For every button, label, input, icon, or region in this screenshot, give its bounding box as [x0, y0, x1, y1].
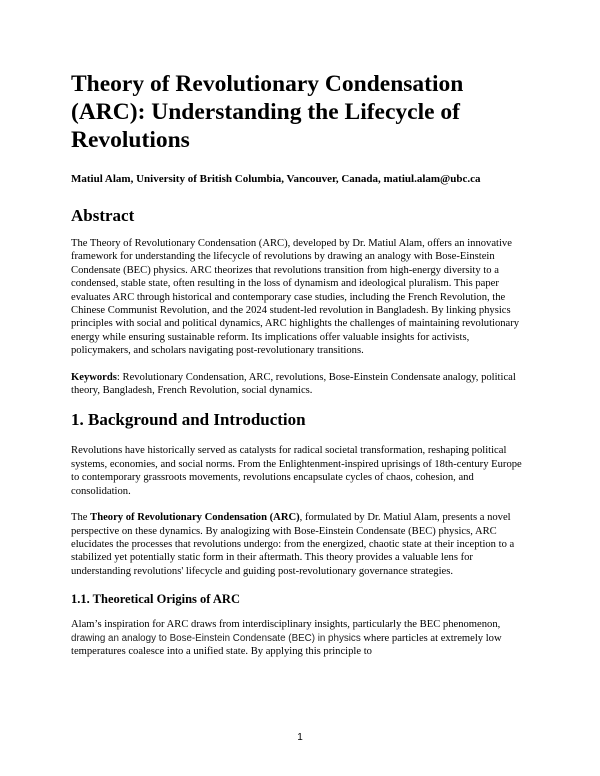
author-line: Matiul Alam, University of British Columbia, Vancouver, Canada, matiul.alam@ubc.ca — [71, 173, 481, 185]
theory-name-bold: Theory of Revolutionary Condensation (ARC) — [90, 512, 300, 524]
section-1-paragraph-1: Revolutions have historically served as catalysts for radical societal transformation, reshaping political systems, economies, and social norms. From the Enlightenment-inspired uprisings of 18th-century Europe to contemporary grassroots movements, revolutions encapsulate cycles of chaos, cohesion, and consolidation. — [71, 445, 522, 497]
page-content — [71, 70, 531, 658]
page-number: 1 — [297, 732, 303, 743]
para2-lead: The — [71, 512, 91, 524]
section-1-1-heading: 1.1. Theoretical Origins of ARC — [71, 592, 240, 607]
abstract-text: The Theory of Revolutionary Condensation (ARC), developed by Dr. Matiul Alam, offers an innovative framework for understanding the lifecycle of revolutions by drawing an analogy with Bose-Einstein Condensate (BEC) physics. ARC theorizes that revolutions transition from high-energy diversity to a condensed, stable state, often resulting in the loss of dynamism and ideological pluralism. This paper evaluates ARC through historical and contemporary case studies, including the French Revolution, the Chinese Communist Revolution, and the 2024 student-led revolution in Bangladesh. By linking physics principles with social and political dynamics, ARC highlights the challenges of maintaining revolutionary energy while ensuring sustainable reform. Its implications offer valuable insights for activists, policymakers, and scholars navigating post-revolutionary transitions. — [71, 238, 520, 357]
section-1-paragraph-2 — [71, 511, 531, 578]
section-1-heading: 1. Background and Introduction — [71, 410, 306, 430]
paper-title: Theory of Revolutionary Condensation (ARC): Understanding the Lifecycle of Revolutions — [71, 71, 464, 153]
analogy-phrase: drawing an analogy to Bose-Einstein Condensate (BEC) in physics — [71, 632, 361, 644]
para3-rest: where particles at extremely low temperatures coalesce into a unified state. By applying this principle to — [71, 632, 502, 657]
para3-lead: Alam’s inspiration for ARC draws from interdisciplinary insights, particularly the BEC phenomenon, — [71, 619, 501, 631]
abstract-heading: Abstract — [71, 206, 135, 225]
section-1-1-paragraph — [71, 618, 531, 658]
keywords-text: : Revolutionary Condensation, ARC, revolutions, Bose-Einstein Condensate analogy, political theory, Bangladesh, French Revolution, social dynamics. — [71, 371, 516, 397]
para2-rest: , formulated by Dr. Matiul Alam, presents a novel perspective on these dynamics. By analogizing with Bose-Einstein Condensate (BEC) physics, ARC elucidates the processes that revolutions undergo: from the energized, chaotic state at their inception to a stabilized yet potentially static form in their aftermath. This theory provides a valuable lens for understanding revolutions' lifecycle and guiding post-revolutionary governance strategies. — [71, 512, 515, 577]
keywords-label: Keywords — [71, 371, 117, 383]
keywords-paragraph — [71, 371, 531, 398]
